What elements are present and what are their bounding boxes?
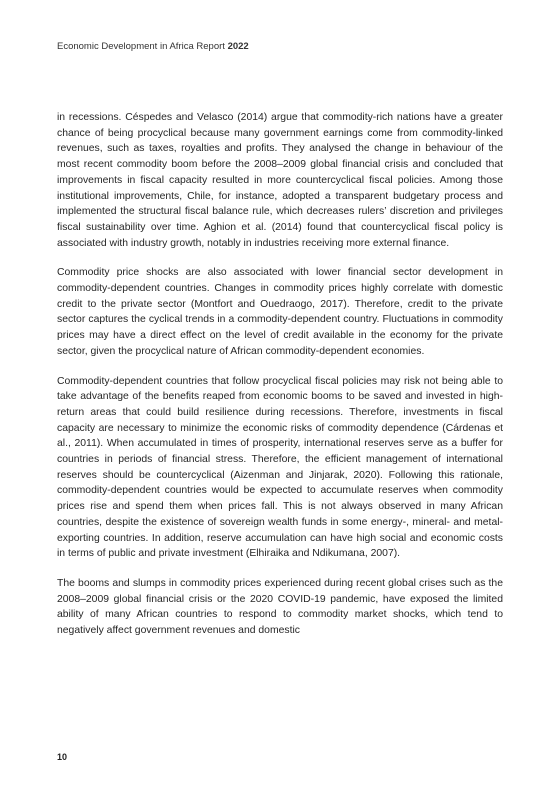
paragraph-3: Commodity-dependent countries that follow procyclical fiscal policies may risk not being able to take advantage of the benefits reaped from economic booms to be saved and invested in high-return areas that could build resilience during recessions. Therefore, investments in fiscal capacity are necessary to minimize the economic risks of commodity dependence (Cárdenas et al., 2011). When accumulated in times of prosperity, international reserves serve as a buffer for countries in periods of financial stress. Therefore, the efficient management of international reserves should be countercyclical (Aizenman and Jinjarak, 2020). Following this rationale, commodity-dependent countries would be expected to accumulate reserves when commodity prices rise and spend them when prices fall. This is not always observed in many African countries, despite the existence of sovereign wealth funds in some energy-, mineral- and metal-exporting countries. In addition, reserve accumulation can have high social and economic costs in terms of public and private investment (Elhiraika and Ndikumana, 2007).: [57, 375, 503, 560]
page-number: 10: [57, 752, 68, 762]
report-title: Economic Development in Africa Report: [57, 41, 225, 52]
running-header: [57, 41, 249, 52]
paragraph-4: The booms and slumps in commodity prices experienced during recent global crises such as the 2008–2009 global financial crisis or the 2020 COVID-19 pandemic, have exposed the limited ability of many African countries to respond to commodity market shocks, which tend to negatively affect government revenues and domestic: [57, 577, 503, 637]
report-year: 2022: [227, 41, 249, 52]
paragraph-2: Commodity price shocks are also associated with lower financial sector development in commodity-dependent countries. Changes in commodity prices highly correlate with domestic credit to the private sector (Montfort and Ouedraogo, 2017). Therefore, credit to the private sector captures the cyclical trends in a commodity-dependent country. Fluctuations in commodity prices may have a direct effect on the level of credit available in the economy for the private sector, given the procyclical nature of African commodity-dependent economies.: [57, 267, 503, 357]
paragraph-1: in recessions. Céspedes and Velasco (2014) argue that commodity-rich nations have a greater chance of being procyclical because many government earnings come from commodity-linked revenues, such as taxes, royalties and profits. They analysed the change in behaviour of the most recent commodity boom before the 2008–2009 global financial crisis and concluded that improvements in fiscal capacity resulted in more countercyclical fiscal policies. Among those institutional improvements, Chile, for instance, adopted a transparent budgetary process and implemented the structural fiscal balance rule, which decreases rulers’ discretion and privileges fiscal sustainability over time. Aghion et al. (2014) found that countercyclical fiscal policy is associated with industry growth, notably in industries receiving more external finance.: [57, 112, 503, 249]
body-text: [57, 110, 503, 653]
